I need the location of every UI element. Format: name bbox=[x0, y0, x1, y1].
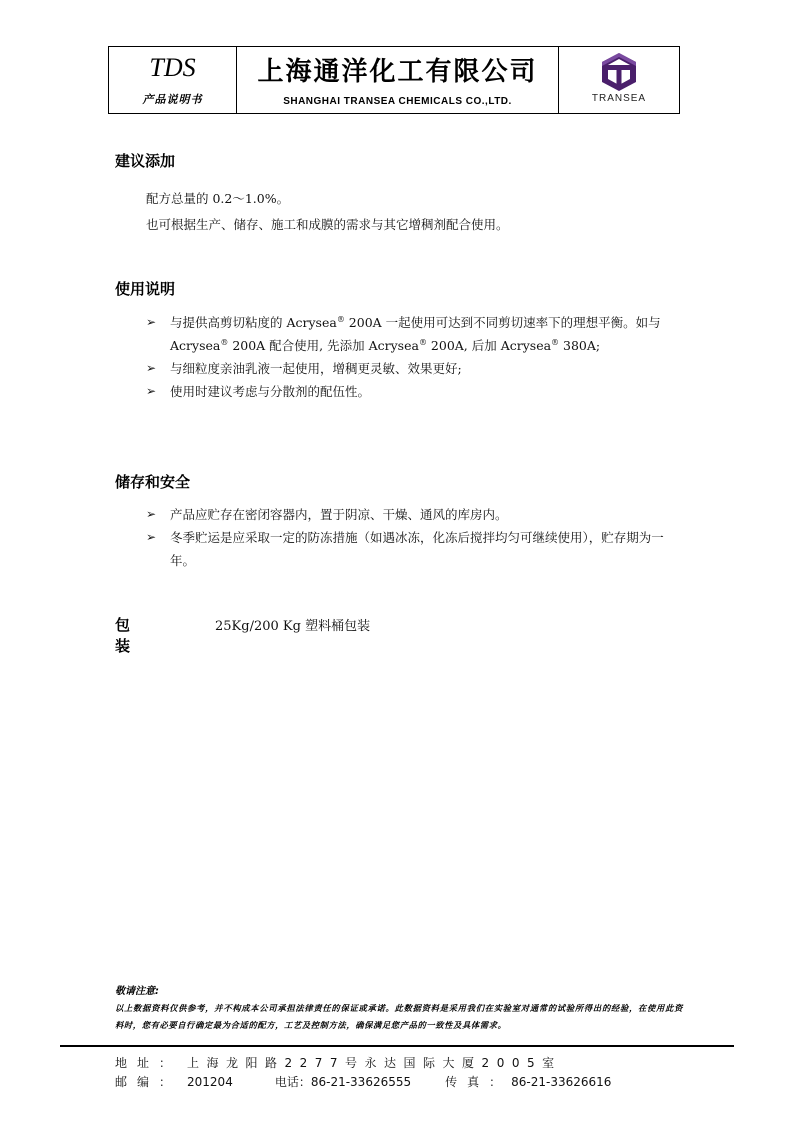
fax-value: 86-21-33626616 bbox=[511, 1075, 612, 1089]
fax-label: 传真： bbox=[445, 1075, 512, 1089]
document-header bbox=[108, 46, 680, 114]
arrow-bullet-icon: ➢ bbox=[146, 315, 157, 329]
arrow-bullet-icon: ➢ bbox=[146, 361, 157, 375]
storage-list bbox=[146, 503, 686, 572]
section-title-usage: 使用说明 bbox=[115, 280, 176, 298]
usage-item-1-part-d: 200A, 后加 Acrysea bbox=[426, 338, 552, 353]
section-title-addition: 建议添加 bbox=[115, 152, 176, 170]
usage-item-3: 使用时建议考虑与分散剂的配伍性。 bbox=[170, 384, 371, 399]
arrow-bullet-icon: ➢ bbox=[146, 384, 157, 398]
usage-list bbox=[146, 311, 676, 403]
list-item bbox=[146, 380, 676, 403]
usage-item-2: 与细粒度亲油乳液一起使用，增稠更灵敏、效果更好; bbox=[170, 361, 462, 376]
packaging-value: 25Kg/200 Kg 塑料桶包装 bbox=[215, 619, 371, 634]
registered-mark: ® bbox=[418, 337, 427, 347]
addition-line-2: 也可根据生产、储存、施工和成膜的需求与其它增稠剂配合使用。 bbox=[146, 217, 509, 232]
usage-item-1-part-c: 200A 配合使用, 先添加 Acrysea bbox=[228, 338, 419, 353]
phone-value: 86-21-33626555 bbox=[310, 1075, 412, 1089]
logo-cell bbox=[559, 47, 679, 113]
company-name-en: SHANGHAI TRANSEA CHEMICALS CO.,LTD. bbox=[283, 96, 512, 107]
postcode-label: 邮编： bbox=[115, 1075, 182, 1089]
registered-mark: ® bbox=[220, 337, 229, 347]
usage-item-1-part-a: 与提供高剪切粘度的 Acrysea bbox=[170, 315, 337, 330]
arrow-bullet-icon: ➢ bbox=[146, 530, 157, 544]
footer-divider bbox=[60, 1045, 734, 1047]
list-item bbox=[146, 503, 686, 526]
registered-mark: ® bbox=[551, 337, 560, 347]
list-item bbox=[146, 311, 676, 357]
tds-subtitle: 产品说明书 bbox=[142, 93, 203, 106]
logo-text: TRANSEA bbox=[591, 93, 647, 104]
postcode-value: 201204 bbox=[187, 1075, 233, 1089]
company-name-cn: 上海通洋化工有限公司 bbox=[257, 57, 538, 87]
section-title-storage: 储存和安全 bbox=[115, 473, 191, 491]
disclaimer-text: 以上数据资料仅供参考，并不构成本公司承担法律责任的保证或承诺。此数据资料是采用我们在实验室对通常的试验所得出的经验，在使用此资料时，您有必要自行确定最为合适的配方，工艺及控制方法，确保满足您产品的一致性及具体需求。 bbox=[115, 1003, 683, 1030]
usage-item-1-part-b: 200A 一起使用可达到不同剪切速率下的理想平衡。如与 Acrysea bbox=[170, 315, 661, 353]
footer-contact-row bbox=[115, 1073, 611, 1090]
packaging-label: 包装 bbox=[115, 616, 173, 655]
packaging-row bbox=[115, 614, 370, 656]
arrow-bullet-icon: ➢ bbox=[146, 507, 157, 521]
storage-item-2: 冬季贮运是应采取一定的防冻措施（如遇冰冻，化冻后搅拌均匀可继续使用），贮存期为一年。 bbox=[170, 530, 664, 568]
address-label: 地址： bbox=[115, 1056, 182, 1070]
storage-item-1: 产品应贮存在密闭容器内，置于阴凉、干燥、通风的库房内。 bbox=[170, 507, 508, 522]
list-item bbox=[146, 526, 686, 572]
address-value: 上海龙阳路2277号永达国际大厦2005室 bbox=[187, 1056, 562, 1070]
list-item bbox=[146, 357, 676, 380]
tds-cell bbox=[109, 47, 237, 113]
disclaimer-title: 敬请注意: bbox=[115, 986, 159, 997]
tds-label: TDS bbox=[149, 53, 196, 82]
registered-mark: ® bbox=[336, 314, 345, 324]
phone-label: 电话： bbox=[274, 1075, 311, 1089]
transea-logo-icon bbox=[599, 52, 639, 92]
company-cell bbox=[237, 47, 559, 113]
addition-line-1: 配方总量的 0.2～1.0%。 bbox=[146, 191, 290, 206]
usage-item-1-part-e: 380A; bbox=[559, 338, 601, 353]
footer-address-row bbox=[115, 1054, 562, 1071]
